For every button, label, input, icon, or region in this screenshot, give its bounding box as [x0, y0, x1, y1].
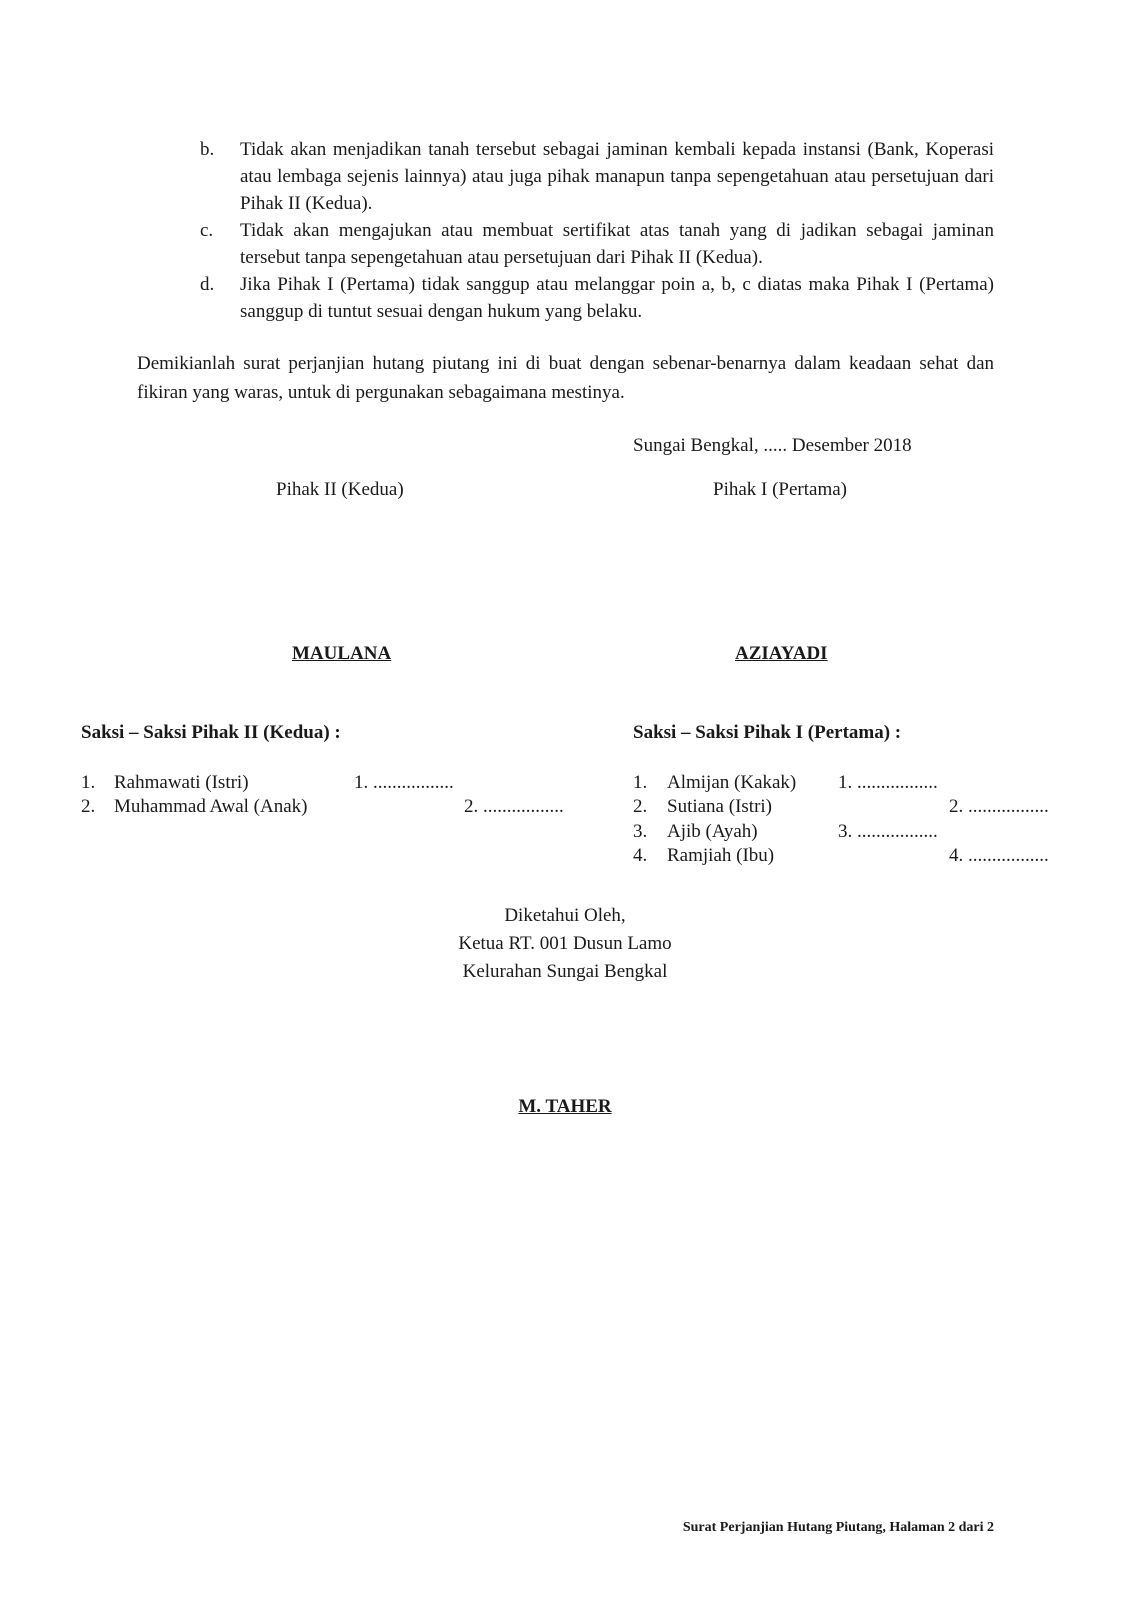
- witness-right-3-num: 3.: [633, 821, 648, 842]
- witness-left-1-num: 1.: [81, 772, 96, 793]
- witness-left-heading: Saksi – Saksi Pihak II (Kedua) :: [81, 722, 341, 743]
- kelurahan-name: Kelurahan Sungai Bengkal: [462, 961, 668, 982]
- witness-left-2-num: 2.: [81, 796, 96, 817]
- witness-right-heading: Saksi – Saksi Pihak I (Pertama) :: [633, 722, 902, 743]
- place-date: Sungai Bengkal, ..... Desember 2018: [633, 435, 912, 456]
- point-marker: b.: [200, 139, 215, 160]
- point-marker: d.: [200, 274, 215, 295]
- witness-right-1-num: 1.: [633, 772, 648, 793]
- witness-left-1-sign: 1. .................: [354, 772, 454, 793]
- witness-left-2-name: Muhammad Awal (Anak): [114, 796, 308, 817]
- witness-right-3-name: Ajib (Ayah): [667, 821, 758, 842]
- witness-right-1-sign: 1. .................: [838, 772, 938, 793]
- rt-head-title: Ketua RT. 001 Dusun Lamo: [458, 933, 672, 954]
- closing-paragraph: Demikianlah surat perjanjian hutang piutang ini di buat dengan sebenar-benarnya dalam keadaan sehat dan fikiran yang waras, untuk di pergunakan sebagaimana mestinya.: [137, 353, 994, 403]
- signatory-right-name: AZIAYADI: [735, 643, 828, 664]
- point-d: [200, 271, 994, 325]
- point-text: Jika Pihak I (Pertama) tidak sanggup atau melanggar poin a, b, c diatas maka Pihak I (Pertama) sanggup di tuntut sesuai dengan hukum yang belaku.: [240, 274, 994, 322]
- witness-right-2-sign: 2. .................: [949, 796, 1049, 817]
- witness-right-1-name: Almijan (Kakak): [667, 772, 797, 793]
- witness-right-4-name: Ramjiah (Ibu): [667, 845, 775, 866]
- party-left-label: Pihak II (Kedua): [276, 479, 404, 500]
- rt-head-signature-block: [0, 1093, 1130, 1121]
- witness-right-3-sign: 3. .................: [838, 821, 938, 842]
- witness-right-4-sign: 4. .................: [949, 845, 1049, 866]
- signatory-left-name: MAULANA: [292, 643, 392, 664]
- acknowledged-by-label: Diketahui Oleh,: [504, 905, 626, 926]
- witness-left-1-name: Rahmawati (Istri): [114, 772, 249, 793]
- witness-left-2-sign: 2. .................: [464, 796, 564, 817]
- witness-right-2-name: Sutiana (Istri): [667, 796, 773, 817]
- rt-head-name: M. TAHER: [518, 1096, 612, 1117]
- point-text: Tidak akan mengajukan atau membuat sertifikat atas tanah yang di jadikan sebagai jaminan tersebut tanpa sepengetahuan atau persetujuan dari Pihak II (Kedua).: [240, 220, 994, 268]
- party-right-label: Pihak I (Pertama): [713, 479, 848, 500]
- witness-right-2-num: 2.: [633, 796, 648, 817]
- point-c: [200, 217, 994, 271]
- point-marker: c.: [200, 220, 214, 241]
- page-footer: Surat Perjanjian Hutang Piutang, Halaman 2 dari 2: [682, 1520, 994, 1535]
- acknowledgement-block: [0, 902, 1130, 986]
- point-text: Tidak akan menjadikan tanah tersebut sebagai jaminan kembali kepada instansi (Bank, Koperasi atau lembaga sejenis lainnya) atau juga pihak manapun tanpa sepengetahuan atau persetujuan dari Pihak II (Kedua).: [240, 139, 994, 214]
- point-b: [200, 136, 994, 217]
- witness-right-4-num: 4.: [633, 845, 648, 866]
